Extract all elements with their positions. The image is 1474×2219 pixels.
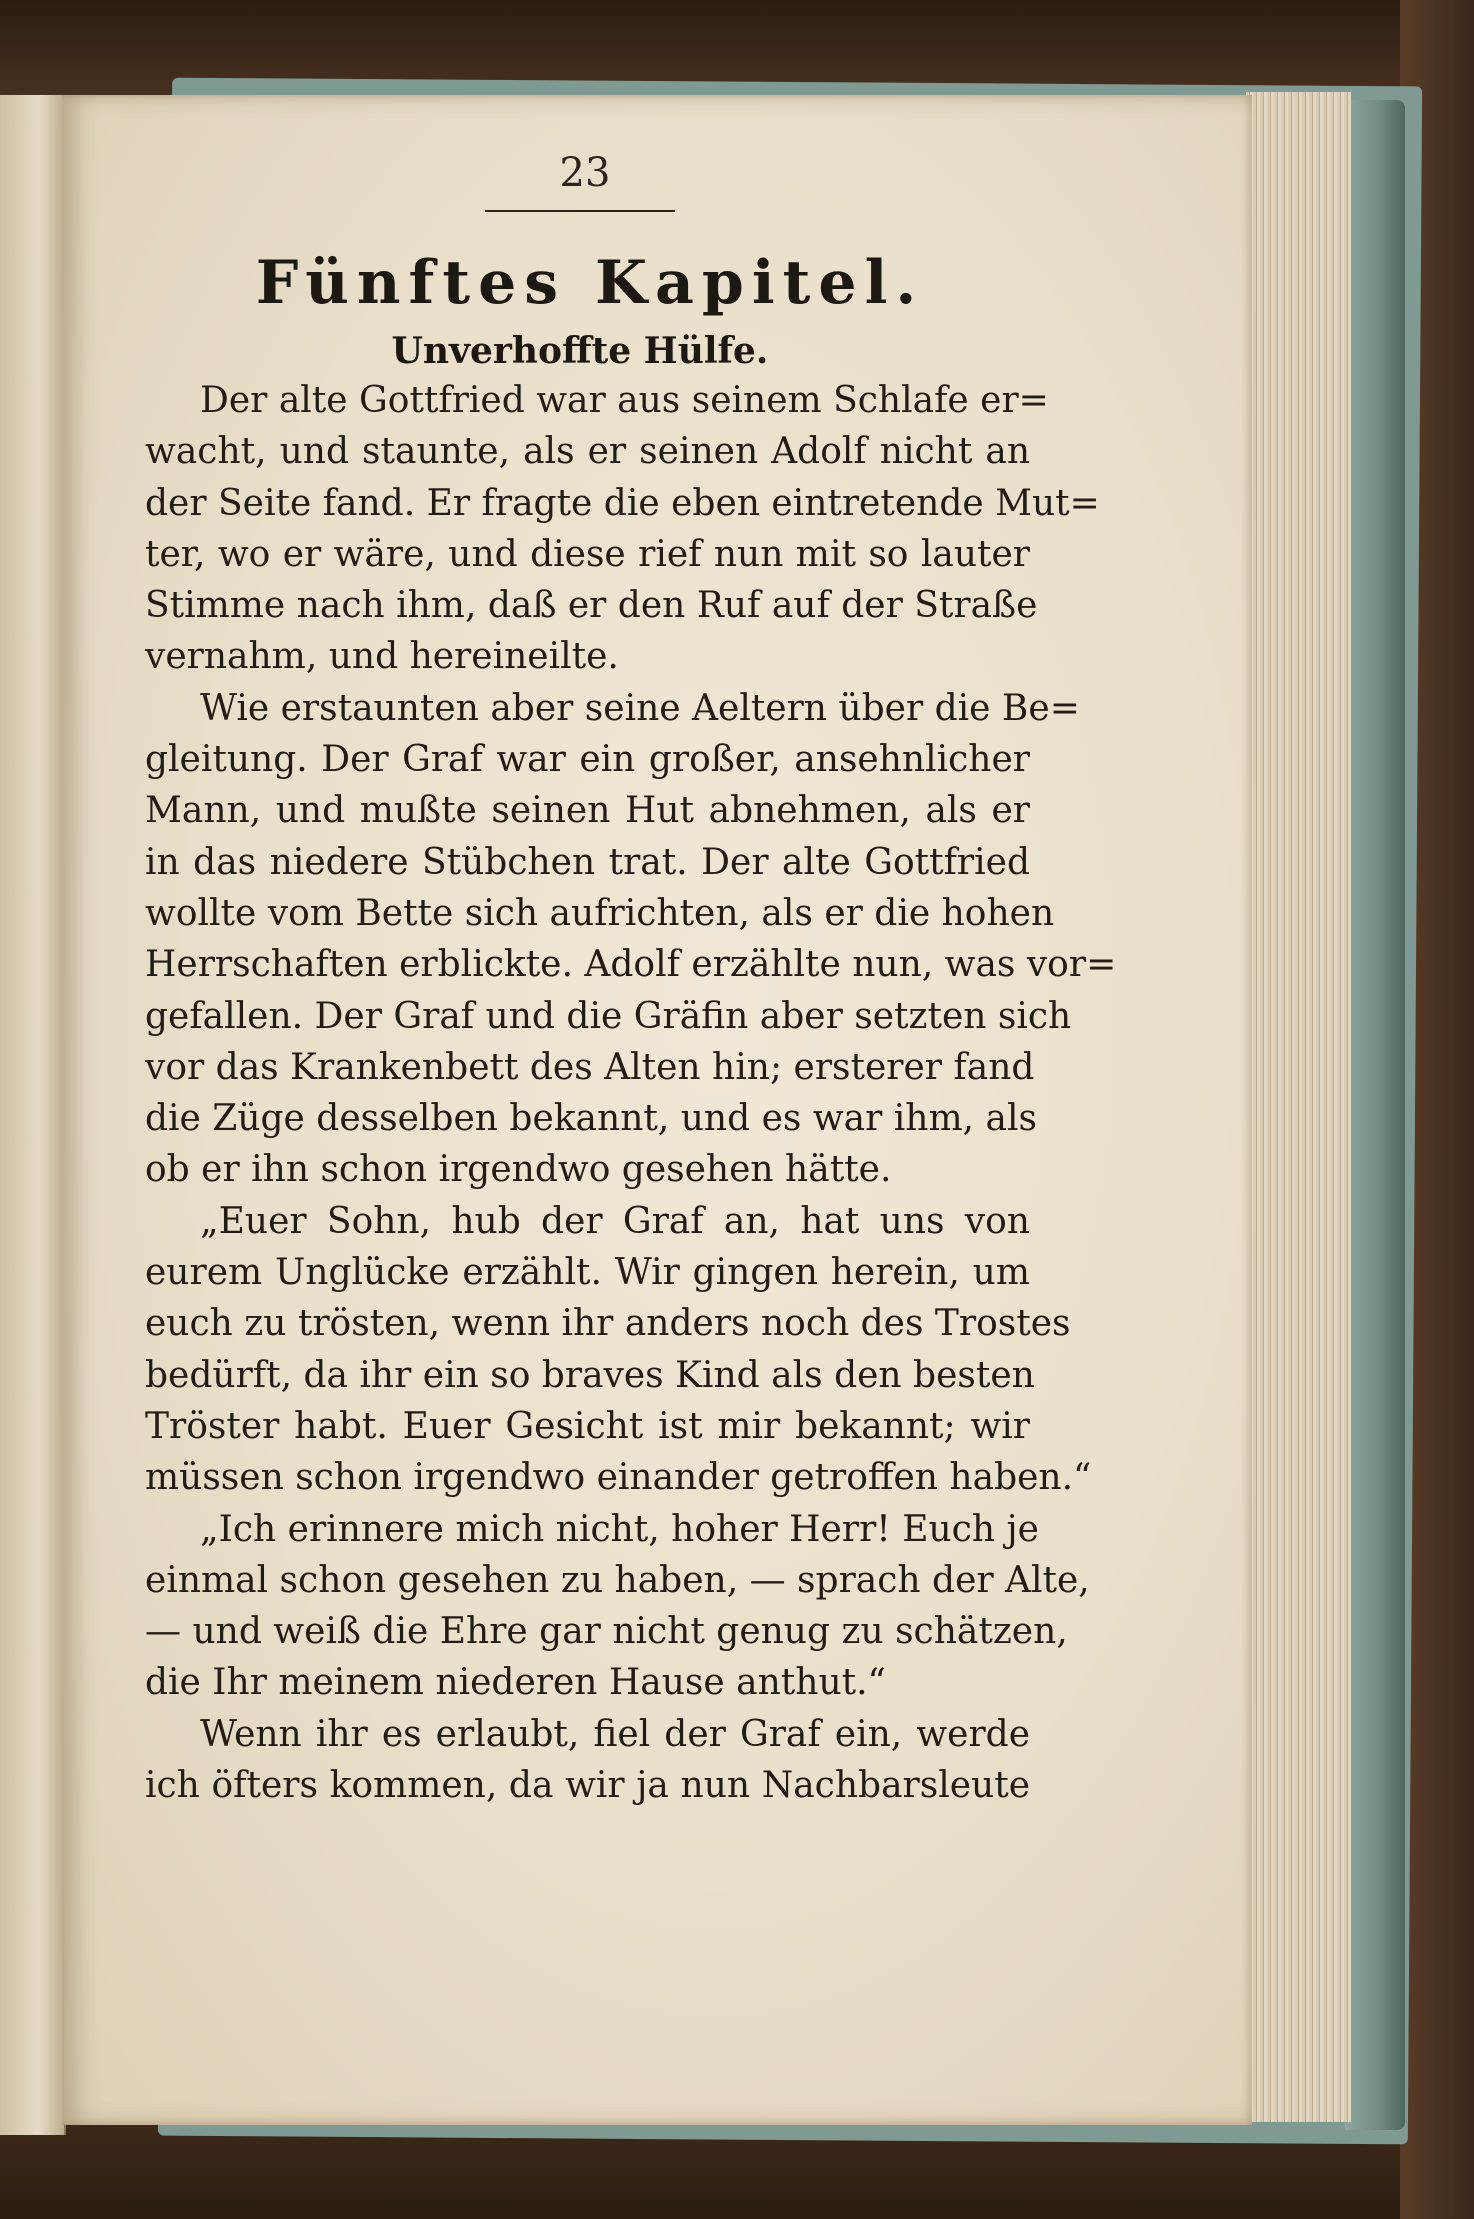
text-line: der Seite fand. Er fragte die eben eintretende Mut= (145, 482, 1100, 524)
text-line: euch zu trösten, wenn ihr anders noch des Trostes (145, 1303, 1071, 1345)
chapter-title: Fünftes Kapitel. (255, 248, 925, 318)
previous-page-edge (0, 95, 66, 2135)
text-line: Wie erstaunten aber seine Aeltern über die Be= (200, 687, 1080, 729)
text-line: ich öfters kommen, da wir ja nun Nachbarsleute (145, 1765, 1030, 1807)
body-text (145, 375, 1117, 1811)
text-line: einmal schon gesehen zu haben, — sprach der Alte, (145, 1559, 1090, 1601)
text-line: gleitung. Der Graf war ein großer, ansehnlicher (145, 739, 1030, 781)
text-line: bedürft, da ihr ein so braves Kind als den besten (145, 1354, 1035, 1396)
text-line: Herrschaften erblickte. Adolf erzählte nun, was vor= (145, 944, 1117, 986)
text-line: vor das Krankenbett des Alten hin; ersterer fand (145, 1046, 1035, 1088)
text-line: gefallen. Der Graf und die Gräfin aber setzten sich (145, 995, 1072, 1037)
book-cover-edge (1345, 100, 1405, 2130)
chapter-subtitle: Unverhoffte Hülfe. (391, 330, 769, 372)
text-line: ob er ihn schon irgendwo gesehen hätte. (145, 1149, 892, 1191)
text-line: eurem Unglücke erzählt. Wir gingen herein, um (145, 1252, 1030, 1294)
text-line: in das niedere Stübchen trat. Der alte Gottfried (145, 841, 1030, 883)
text-line: Wenn ihr es erlaubt, fiel der Graf ein, werde (200, 1713, 1030, 1755)
text-line: vernahm, und hereineilte. (145, 636, 619, 678)
text-line: wollte vom Bette sich aufrichten, als er die hohen (145, 892, 1055, 934)
text-line: Der alte Gottfried war aus seinem Schlafe er= (200, 380, 1049, 421)
text-line: die Ihr meinem niederen Hause anthut.“ (145, 1662, 886, 1704)
text-line: „Ich erinnere mich nicht, hoher Herr! Euch je (200, 1508, 1039, 1550)
text-line: Tröster habt. Euer Gesicht ist mir bekannt; wir (145, 1405, 1030, 1447)
page-number: 23 (559, 150, 611, 196)
text-line: die Züge desselben bekannt, und es war ihm, als (145, 1098, 1037, 1140)
text-line: „Euer Sohn, hub der Graf an, hat uns von (200, 1200, 1030, 1242)
text-line: müssen schon irgendwo einander getroffen haben.“ (145, 1457, 1092, 1499)
text-line: Mann, und mußte seinen Hut abnehmen, als er (145, 790, 1030, 832)
header-rule (485, 210, 675, 212)
text-line: — und weiß die Ehre gar nicht genug zu schätzen, (145, 1611, 1068, 1653)
page-edges (1245, 92, 1351, 2122)
text-line: Stimme nach ihm, daß er den Ruf auf der Straße (145, 585, 1038, 627)
text-line: ter, wo er wäre, und diese rief nun mit so lauter (145, 533, 1030, 575)
text-line: wacht, und staunte, als er seinen Adolf nicht an (145, 431, 1030, 473)
